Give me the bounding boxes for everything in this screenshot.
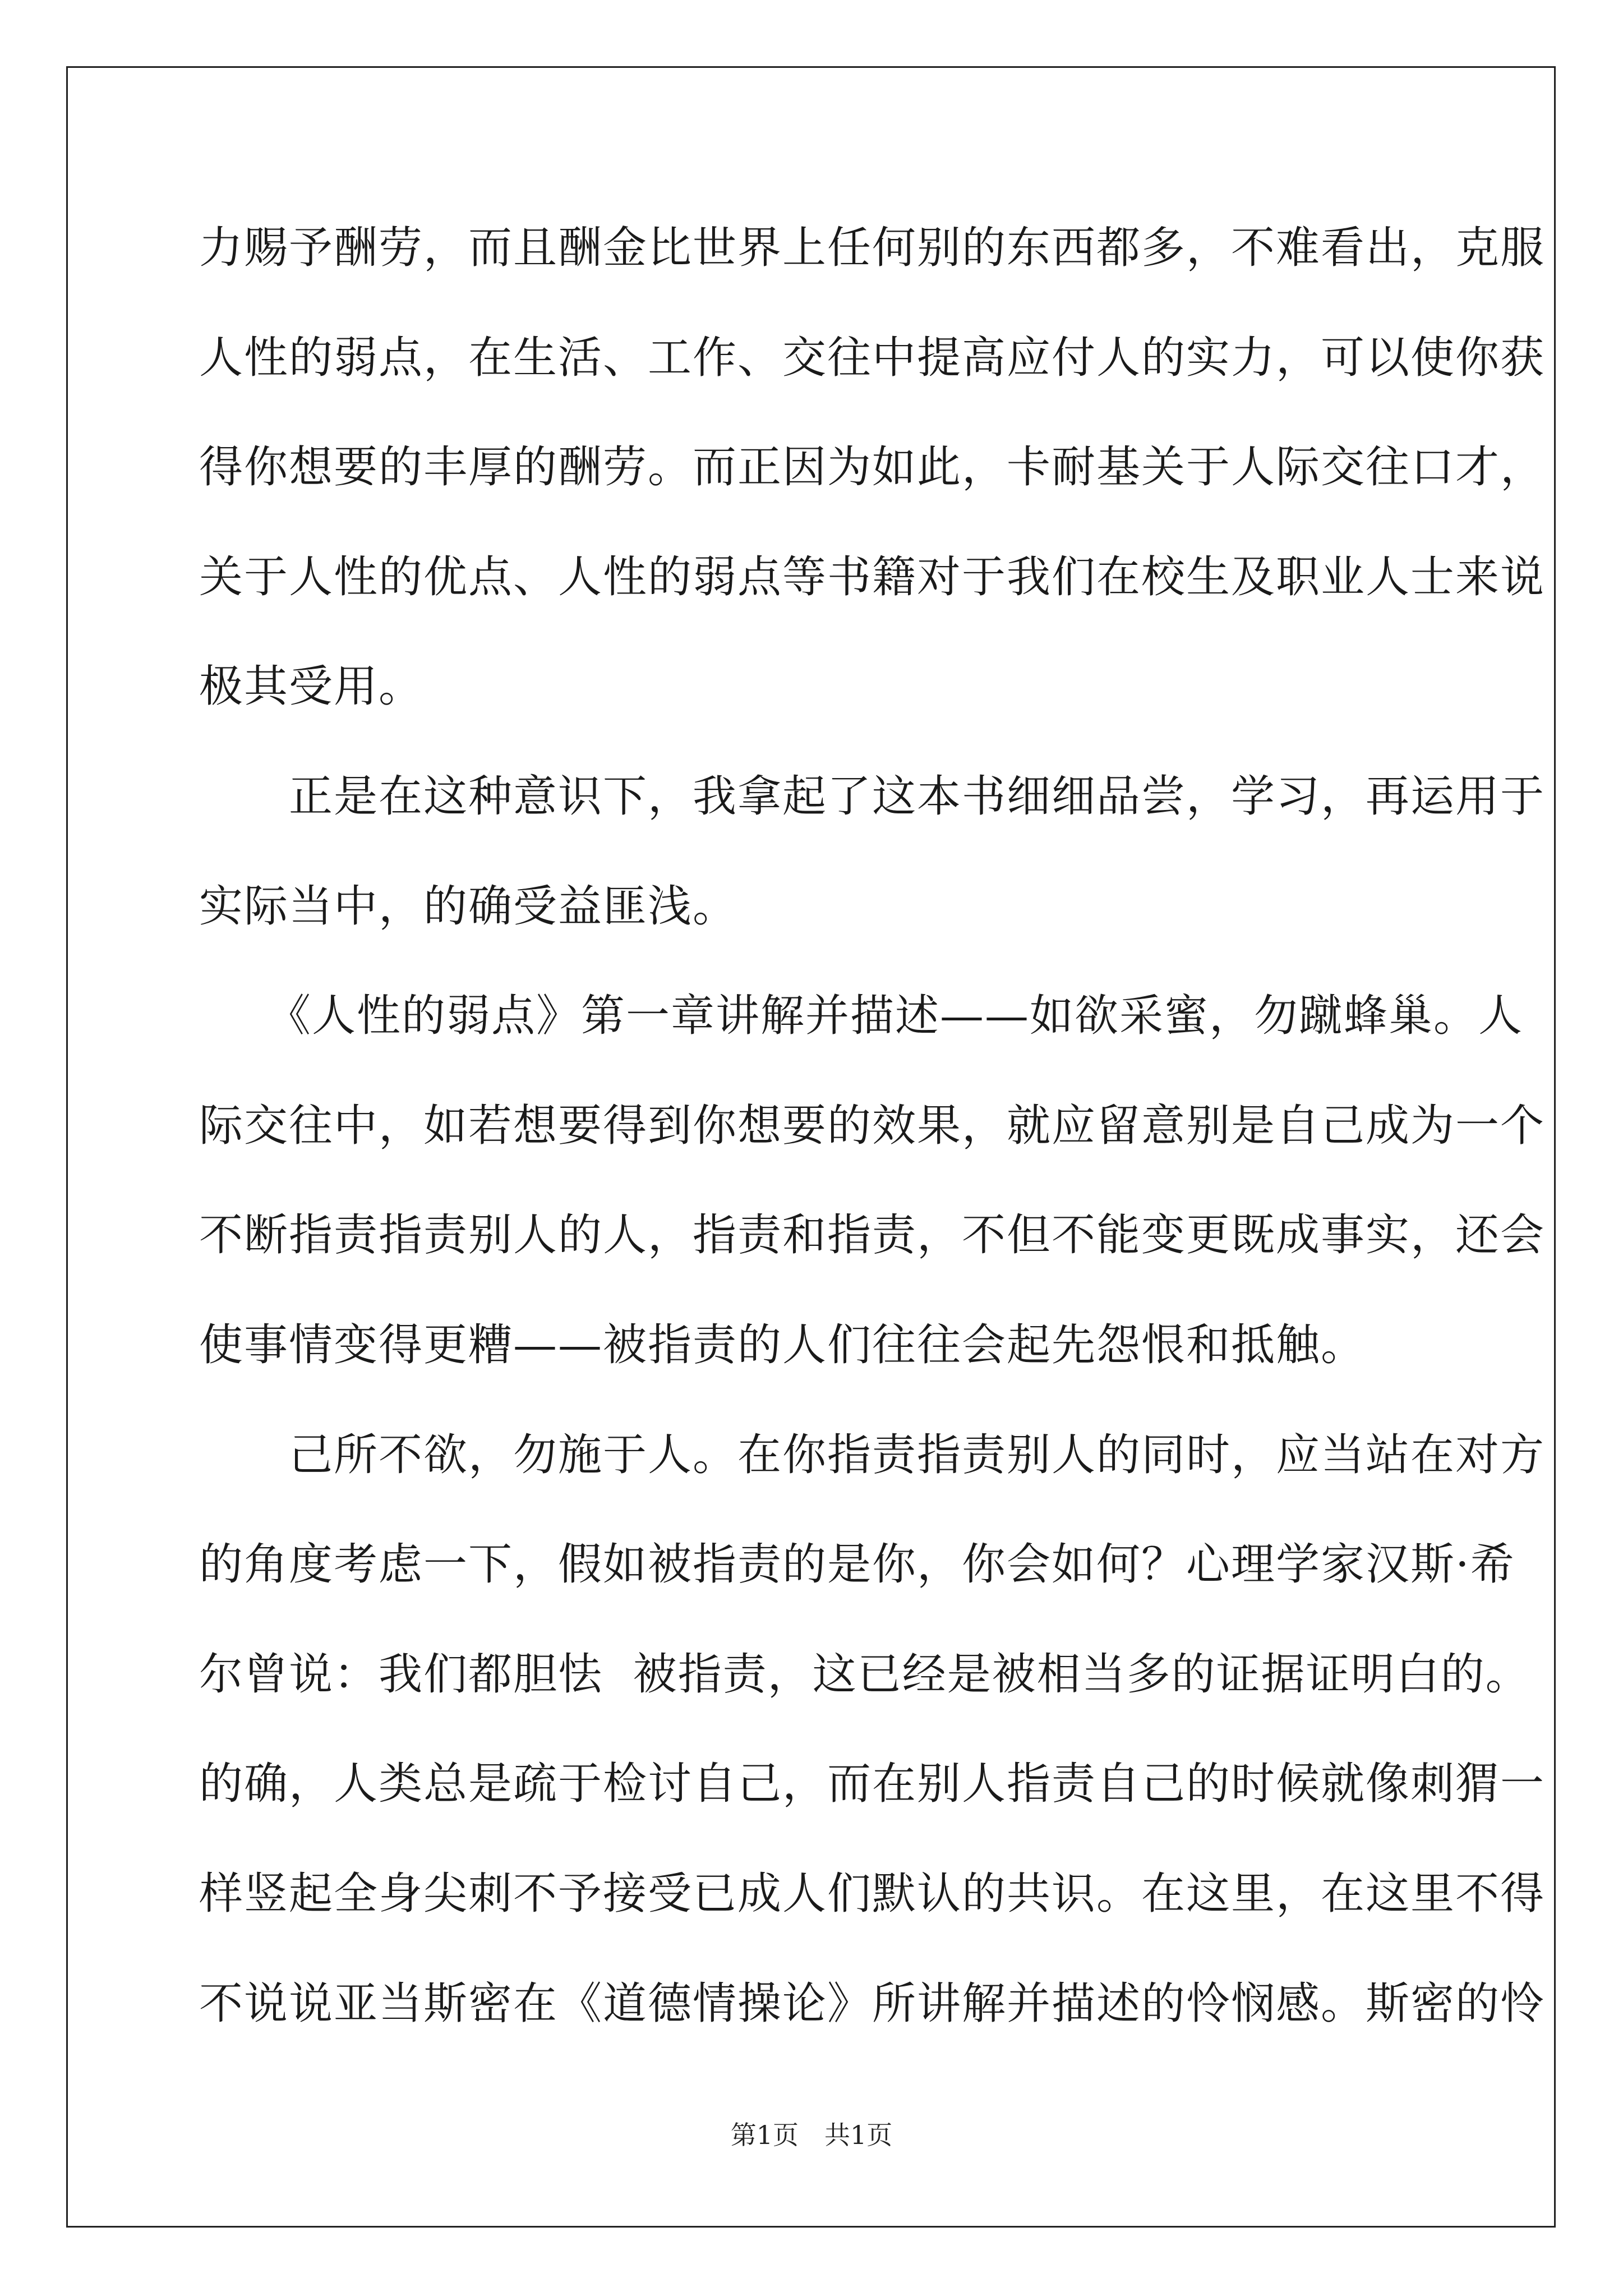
document-body <box>199 194 1546 2059</box>
text-line: 样竖起全身尖刺不予接受已成人们默认的共识。在这里，在这里不得 <box>199 1868 1546 1919</box>
text-line: 正是在这种意识下，我拿起了这本书细细品尝，学习，再运用于 <box>199 771 1546 822</box>
text-line: 极其受用。 <box>199 661 424 712</box>
text-line: 际交往中，如若想要得到你想要的效果，就应留意别是自己成为一个 <box>199 1100 1546 1151</box>
text-line: 己所不欲，勿施于人。在你指责指责别人的同时，应当站在对方 <box>199 1429 1546 1480</box>
text-line: 的确，人类总是疏于检讨自己，而在别人指责自己的时候就像刺猬一 <box>199 1759 1546 1810</box>
text-line: 的角度考虑一下，假如被指责的是你，你会如何？心理学家汉斯·希 <box>199 1539 1515 1590</box>
text-line: 尔曾说：我们都胆怯 被指责，这已经是被相当多的证据证明白的。 <box>199 1649 1530 1700</box>
text-line: 实际当中，的确受益匪浅。 <box>199 881 738 932</box>
text-line: 力赐予酬劳，而且酬金比世界上任何别的东西都多，不难看出，克服 <box>199 223 1546 273</box>
text-line: 不断指责指责别人的人，指责和指责，不但不能变更既成事实，还会 <box>199 1210 1546 1261</box>
text-line: 使事情变得更糟——被指责的人们往往会起先怨恨和抵触。 <box>199 1319 1366 1370</box>
text-line: 关于人性的优点、人性的弱点等书籍对于我们在校生及职业人士来说 <box>199 551 1546 602</box>
text-line: 得你想要的丰厚的酬劳。而正因为如此，卡耐基关于人际交往口才， <box>199 442 1546 493</box>
text-line: 人性的弱点，在生活、工作、交往中提高应付人的实力，可以使你获 <box>199 332 1546 383</box>
text-line: 《人性的弱点》第一章讲解并描述——如欲采蜜，勿蹴蜂巢。人 <box>199 991 1524 1042</box>
text-line: 不说说亚当斯密在《道德情操论》所讲解并描述的怜悯感。斯密的怜 <box>199 1978 1546 2029</box>
page-number-footer: 第1页 共1页 <box>730 2120 893 2150</box>
